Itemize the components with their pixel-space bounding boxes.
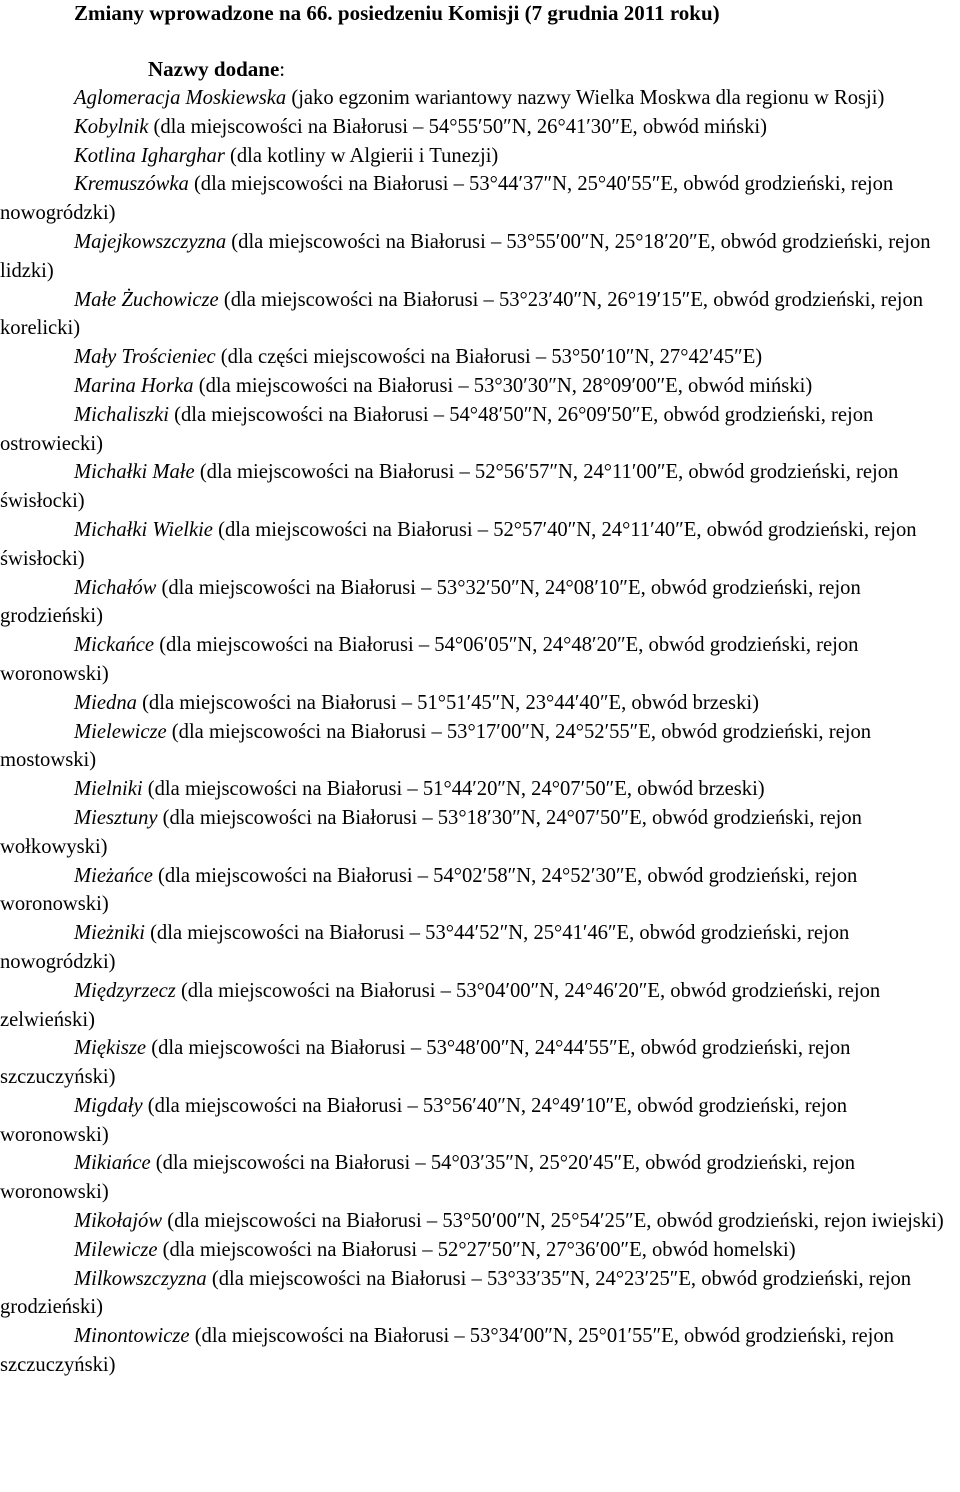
entry-description: (dla kotliny w Algierii i Tunezji) bbox=[224, 144, 499, 167]
list-item bbox=[0, 1236, 958, 1265]
entry-name: Migdały bbox=[74, 1094, 143, 1117]
entry-name: Kotlina Igharghar bbox=[74, 144, 225, 167]
entry-name: Mieżniki bbox=[74, 922, 145, 945]
section-heading bbox=[148, 55, 285, 84]
list-item bbox=[0, 286, 958, 344]
entry-description: (dla miejscowości na Białorusi – 53°04′00″N, 24°46′20″E, obwód grodzieński, rejon zelwieński) bbox=[0, 979, 881, 1031]
list-item bbox=[0, 142, 958, 171]
list-item bbox=[0, 804, 958, 862]
entry-description: (dla miejscowości na Białorusi – 53°33′35″N, 24°23′25″E, obwód grodzieński, rejon grodzieński) bbox=[0, 1267, 912, 1319]
section-colon: : bbox=[279, 57, 286, 81]
entry-description: (dla miejscowości na Białorusi – 54°06′05″N, 24°48′20″E, obwód grodzieński, rejon woronowski) bbox=[0, 634, 859, 685]
entry-name: Michałki Wielkie bbox=[74, 518, 213, 541]
list-item bbox=[0, 862, 958, 920]
entry-list bbox=[0, 84, 958, 1380]
list-item bbox=[0, 1092, 958, 1150]
entry-name: Mickańce bbox=[74, 634, 155, 657]
list-item bbox=[0, 458, 958, 516]
list-item bbox=[0, 919, 958, 977]
list-item bbox=[0, 631, 958, 689]
section-label: Nazwy dodane bbox=[148, 57, 280, 81]
entry-description: (dla miejscowości na Białorusi – 53°50′00″N, 25°54′25″E, obwód grodzieński, rejon iwiejski) bbox=[162, 1210, 944, 1233]
entry-description: (dla miejscowości na Białorusi – 52°27′50″N, 27°36′00″E, obwód homelski) bbox=[157, 1238, 796, 1261]
entry-name: Mikołajów bbox=[74, 1210, 163, 1233]
list-item bbox=[0, 1034, 958, 1092]
list-item bbox=[0, 775, 958, 804]
list-item bbox=[0, 84, 958, 113]
list-item bbox=[0, 401, 958, 459]
list-item bbox=[0, 516, 958, 574]
entry-name: Mały Trościeniec bbox=[74, 346, 216, 369]
entry-description: (dla miejscowości na Białorusi – 53°18′30″N, 24°07′50″E, obwód grodzieński, rejon wołkowyski) bbox=[0, 806, 862, 858]
entry-description: (dla miejscowości na Białorusi – 53°44′52″N, 25°41′46″E, obwód grodzieński, rejon nowogródzki) bbox=[0, 922, 850, 973]
entry-name: Minontowicze bbox=[74, 1325, 190, 1348]
entry-description: (dla miejscowości na Białorusi – 53°44′37″N, 25°40′55″E, obwód grodzieński, rejon nowogródzki) bbox=[0, 173, 894, 225]
entry-name: Miękisze bbox=[74, 1037, 147, 1060]
entry-description: (dla miejscowości na Białorusi – 53°55′00″N, 25°18′20″E, obwód grodzieński, rejon lidzki) bbox=[0, 230, 931, 282]
entry-description: (dla miejscowości na Białorusi – 51°51′45″N, 23°44′40″E, obwód brzeski) bbox=[136, 691, 759, 714]
list-item bbox=[0, 170, 958, 228]
entry-description: (dla miejscowości na Białorusi – 53°48′00″N, 24°44′55″E, obwód grodzieński, rejon szczuczyński) bbox=[0, 1037, 851, 1089]
entry-name: Milewicze bbox=[74, 1238, 158, 1261]
list-item bbox=[0, 372, 958, 401]
entry-description: (dla miejscowości na Białorusi – 53°17′00″N, 24°52′55″E, obwód grodzieński, rejon mostowski) bbox=[0, 720, 872, 772]
entry-description: (dla miejscowości na Białorusi – 53°23′40″N, 26°19′15″E, obwód grodzieński, rejon korelicki) bbox=[0, 288, 924, 340]
list-item bbox=[0, 718, 958, 776]
list-item bbox=[0, 228, 958, 286]
entry-name: Kobylnik bbox=[74, 115, 149, 138]
list-item bbox=[0, 689, 958, 718]
entry-name: Majejkowszczyzna bbox=[74, 230, 227, 253]
entry-name: Mielewicze bbox=[74, 720, 167, 743]
entry-name: Marina Horka bbox=[74, 374, 194, 397]
entry-description: (dla miejscowości na Białorusi – 52°57′40″N, 24°11′40″E, obwód grodzieński, rejon świsłocki) bbox=[0, 518, 917, 570]
list-item bbox=[0, 1265, 958, 1323]
list-item bbox=[0, 1322, 958, 1380]
entry-name: Międzyrzecz bbox=[74, 979, 176, 1002]
entry-description: (dla miejscowości na Białorusi – 53°30′30″N, 28°09′00″E, obwód miński) bbox=[193, 374, 813, 397]
entry-description: (dla miejscowości na Białorusi – 53°34′00″N, 25°01′55″E, obwód grodzieński, rejon szczuczyński) bbox=[0, 1325, 894, 1377]
document-title: Zmiany wprowadzone na 66. posiedzeniu Komisji (7 grudnia 2011 roku) bbox=[74, 1, 720, 25]
entry-description: (jako egzonim wariantowy nazwy Wielka Moskwa dla regionu w Rosji) bbox=[286, 87, 885, 109]
entry-description: (dla miejscowości na Białorusi – 53°56′40″N, 24°49′10″E, obwód grodzieński, rejon woronowski) bbox=[0, 1094, 848, 1146]
list-item bbox=[0, 1149, 958, 1207]
entry-description: (dla miejscowości na Białorusi – 54°48′50″N, 26°09′50″E, obwód grodzieński, rejon ostrowiecki) bbox=[0, 403, 874, 455]
entry-description: (dla miejscowości na Białorusi – 54°02′58″N, 24°52′30″E, obwód grodzieński, rejon woronowski) bbox=[0, 864, 858, 916]
list-item bbox=[0, 113, 958, 142]
entry-name: Mielniki bbox=[74, 778, 143, 801]
list-item bbox=[0, 1207, 958, 1236]
entry-name: Mieżańce bbox=[74, 864, 153, 887]
entry-name: Michałów bbox=[74, 576, 157, 599]
entry-name: Michaliszki bbox=[74, 403, 169, 426]
entry-name: Kremuszówka bbox=[74, 173, 189, 196]
entry-name: Michałki Małe bbox=[74, 461, 195, 484]
entry-name: Miedna bbox=[74, 691, 137, 714]
list-item bbox=[0, 343, 958, 372]
entry-description: (dla miejscowości na Białorusi – 54°55′50″N, 26°41′30″E, obwód miński) bbox=[148, 115, 767, 138]
entry-description: (dla miejscowości na Białorusi – 53°32′50″N, 24°08′10″E, obwód grodzieński, rejon grodzieński) bbox=[0, 576, 861, 628]
entry-name: Milkowszczyzna bbox=[74, 1267, 207, 1290]
entry-name: Mikiańce bbox=[74, 1152, 151, 1175]
entry-name: Aglomeracja Moskiewska bbox=[74, 87, 287, 109]
list-item bbox=[0, 574, 958, 632]
list-item bbox=[0, 977, 958, 1035]
entry-description: (dla miejscowości na Białorusi – 54°03′35″N, 25°20′45″E, obwód grodzieński, rejon woronowski) bbox=[0, 1152, 856, 1204]
entry-name: Małe Żuchowicze bbox=[74, 288, 219, 311]
entry-description: (dla części miejscowości na Białorusi – 53°50′10″N, 27°42′45″E) bbox=[215, 346, 763, 369]
entry-description: (dla miejscowości na Białorusi – 52°56′57″N, 24°11′00″E, obwód grodzieński, rejon świsłocki) bbox=[0, 461, 899, 513]
entry-description: (dla miejscowości na Białorusi – 51°44′20″N, 24°07′50″E, obwód brzeski) bbox=[142, 778, 765, 801]
entry-name: Miesztuny bbox=[74, 806, 158, 829]
